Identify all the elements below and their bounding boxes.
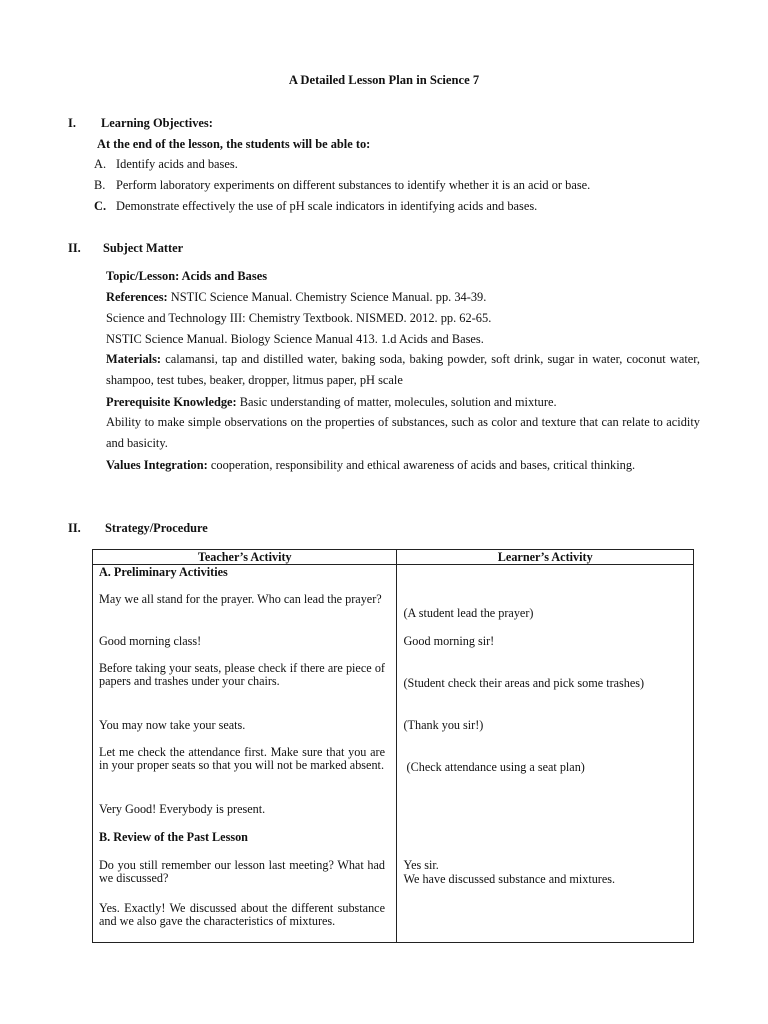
references-text: NSTIC Science Manual. Chemistry Science Manual. pp. 34-39. xyxy=(170,290,487,304)
ability-paragraph: Ability to make simple observations on the properties of substances, such as color and texture that can relate to acidity and basicity. xyxy=(106,415,700,450)
teacher-line: Very Good! Everybody is present. xyxy=(99,802,266,816)
learner-line: (Thank you sir!) xyxy=(403,718,484,732)
objective-b-marker: B. xyxy=(94,178,106,192)
teacher-line: B. Review of the Past Lesson xyxy=(99,830,248,844)
learner-line: (Student check their areas and pick some trashes) xyxy=(403,676,645,690)
section3-numeral: II. xyxy=(68,521,81,535)
procedure-table xyxy=(92,549,694,943)
teacher-activity-cell xyxy=(93,565,397,943)
objective-a-text: Identify acids and bases. xyxy=(116,157,238,171)
objectives-intro: At the end of the lesson, the students will be able to: xyxy=(97,137,371,151)
teacher-line: A. Preliminary Activities xyxy=(99,565,228,579)
learner-line: (Check attendance using a seat plan) xyxy=(403,760,585,774)
teacher-line: Before taking your seats, please check if there are piece of papers and trashes under your chairs. xyxy=(99,661,385,688)
learner-line: Good morning sir! xyxy=(403,634,495,648)
values-label: Values Integration: xyxy=(106,458,208,472)
references-label: References: xyxy=(106,290,168,304)
learner-line: We have discussed substance and mixtures. xyxy=(403,872,616,886)
topic-lesson: Topic/Lesson: Acids and Bases xyxy=(106,269,268,283)
teacher-line: May we all stand for the prayer. Who can lead the prayer? xyxy=(99,592,382,606)
teacher-line: Do you still remember our lesson last meeting? What had we discussed? xyxy=(99,858,385,885)
objective-c-text: Demonstrate effectively the use of pH scale indicators in identifying acids and bases. xyxy=(116,199,538,213)
learner-line: Yes sir. xyxy=(403,858,439,872)
table-header-row xyxy=(93,550,694,565)
section1-numeral: I. xyxy=(68,116,76,130)
learner-activity-header: Learner’s Activity xyxy=(397,550,694,565)
materials-label: Materials: xyxy=(106,352,162,366)
references-line xyxy=(106,290,486,305)
objective-a-marker: A. xyxy=(94,157,107,171)
objective-b-text: Perform laboratory experiments on different substances to identify whether it is an acid or base. xyxy=(116,178,591,192)
table-body-row xyxy=(93,565,694,943)
prereq-text: Basic understanding of matter, molecules, solution and mixture. xyxy=(239,395,557,409)
learner-activity-cell xyxy=(397,565,694,943)
reference-2: Science and Technology III: Chemistry Textbook. NISMED. 2012. pp. 62-65. xyxy=(106,311,492,325)
teacher-line: Let me check the attendance first. Make sure that you are in your proper seats so that you will not be marked absent. xyxy=(99,745,385,772)
values-paragraph xyxy=(106,455,700,476)
prereq-label: Prerequisite Knowledge: xyxy=(106,395,237,409)
materials-paragraph xyxy=(106,349,700,391)
prereq-line xyxy=(106,395,557,410)
section1-heading: Learning Objectives: xyxy=(101,116,213,130)
materials-text: calamansi, tap and distilled water, baking soda, baking powder, soft drink, sugar in water, coconut water, shampoo, test tubes, beaker, dropper, litmus paper, pH scale xyxy=(106,352,700,387)
section3-heading: Strategy/Procedure xyxy=(105,521,208,535)
teacher-line: You may now take your seats. xyxy=(99,718,246,732)
values-text: cooperation, responsibility and ethical awareness of acids and bases, critical thinking. xyxy=(210,458,636,472)
learner-line: (A student lead the prayer) xyxy=(403,606,534,620)
teacher-line: Yes. Exactly! We discussed about the different substance and we also gave the characteristics of mixtures. xyxy=(99,901,385,928)
section2-heading: Subject Matter xyxy=(103,241,184,255)
section2-numeral: II. xyxy=(68,241,81,255)
objective-c-marker: C. xyxy=(94,199,107,213)
document-title: A Detailed Lesson Plan in Science 7 xyxy=(288,73,480,87)
reference-3: NSTIC Science Manual. Biology Science Manual 413. 1.d Acids and Bases. xyxy=(106,332,484,346)
teacher-line: Good morning class! xyxy=(99,634,202,648)
teacher-activity-header: Teacher’s Activity xyxy=(93,550,397,565)
